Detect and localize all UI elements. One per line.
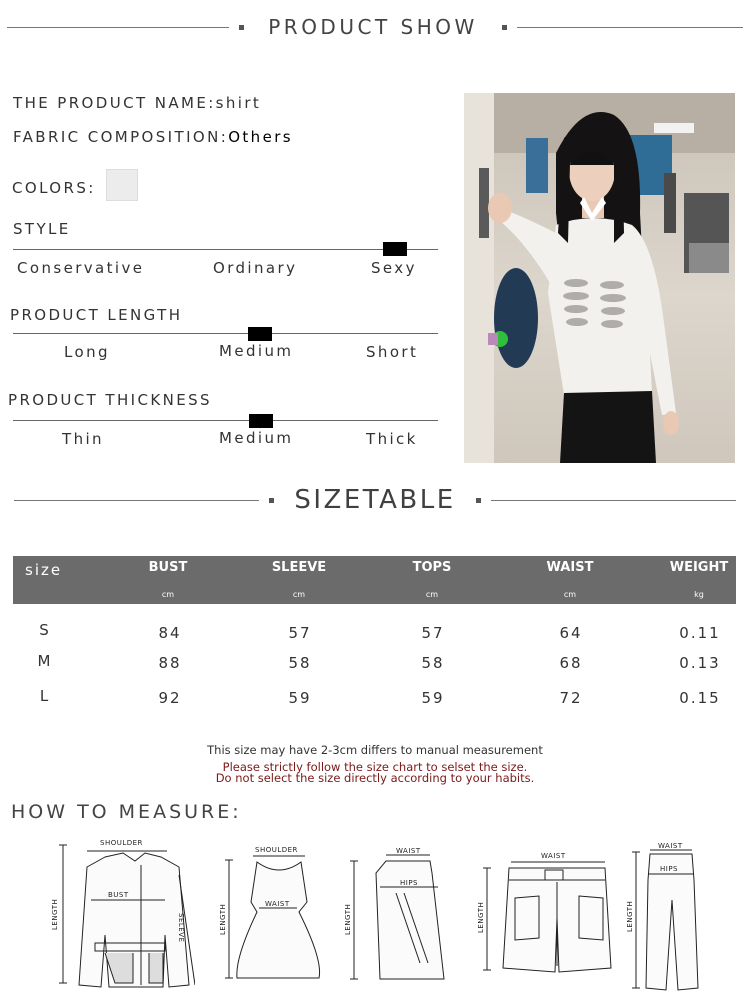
warning-note-2: Do not select the size directly according to your habits.	[215, 771, 535, 785]
length-label: PRODUCT LENGTH	[10, 306, 183, 324]
dress-length-label: LENGTH	[219, 903, 227, 935]
shorts-length-label: LENGTH	[477, 901, 485, 933]
product-name: THE PRODUCT NAME:shirt	[13, 94, 262, 112]
skirt-length-label: LENGTH	[344, 903, 352, 935]
thickness-option-medium: Medium	[219, 429, 294, 447]
measurement-note: This size may have 2-3cm differs to manual measurement	[207, 743, 543, 757]
thickness-option-thick: Thick	[366, 430, 418, 448]
jacket-bust-label: BUST	[108, 891, 129, 899]
cell-tops: 57	[421, 624, 445, 642]
cell-size: S	[39, 621, 51, 639]
pants-waist-label: WAIST	[658, 842, 683, 850]
fabric-composition	[13, 128, 293, 146]
cell-waist: 64	[559, 624, 583, 642]
pants-hips-label: HIPS	[660, 865, 678, 873]
col-header-tops: TOPS	[412, 560, 452, 575]
cell-size: M	[37, 652, 53, 670]
pants-measure-diagram	[620, 840, 710, 995]
col-unit-bust: cm	[161, 590, 175, 599]
header-dot-left	[239, 25, 244, 30]
cell-weight: 0.15	[679, 689, 721, 707]
warning-note-1: Please strictly follow the size chart to selset the size.	[222, 760, 528, 774]
col-unit-waist: cm	[563, 590, 577, 599]
length-option-medium: Medium	[219, 342, 294, 360]
dress-measure-diagram	[215, 840, 325, 985]
cell-weight: 0.13	[679, 654, 721, 672]
length-option-short: Short	[366, 343, 419, 361]
cell-size: L	[39, 687, 51, 705]
fabric-value: Others	[228, 128, 293, 146]
fabric-label: FABRIC COMPOSITION:	[13, 128, 229, 146]
col-unit-weight: kg	[694, 590, 704, 599]
cell-sleeve: 58	[288, 654, 312, 672]
shorts-measure-diagram	[475, 848, 615, 978]
color-swatch-white[interactable]	[106, 169, 138, 201]
skirt-hips-label: HIPS	[400, 879, 418, 887]
dress-waist-label: WAIST	[265, 900, 290, 908]
length-option-long: Long	[64, 343, 110, 361]
product-photo	[464, 93, 735, 463]
colors-label: COLORS:	[12, 179, 96, 197]
cell-sleeve: 59	[288, 689, 312, 707]
style-option-ordinary: Ordinary	[213, 259, 298, 277]
style-scale-marker	[383, 242, 407, 256]
sizetable-header	[0, 484, 750, 516]
product-show-header	[0, 16, 750, 38]
cell-bust: 84	[158, 624, 182, 642]
sizetable-rule-left	[14, 500, 259, 501]
style-scale-line	[13, 249, 438, 250]
cell-tops: 58	[421, 654, 445, 672]
jacket-shoulder-label: SHOULDER	[100, 839, 143, 847]
style-option-sexy: Sexy	[371, 259, 417, 277]
skirt-measure-diagram	[340, 843, 450, 988]
cell-tops: 59	[421, 689, 445, 707]
length-scale-marker	[248, 327, 272, 341]
cell-weight: 0.11	[679, 624, 721, 642]
col-header-weight: WEIGHT	[669, 560, 729, 575]
section-title: PRODUCT SHOW	[268, 15, 478, 39]
header-dot-right	[502, 25, 507, 30]
size-table-header	[13, 556, 736, 604]
col-header-sleeve: SLEEVE	[271, 560, 327, 575]
length-scale-line	[13, 333, 438, 334]
sizetable-title: SIZETABLE	[294, 485, 456, 515]
jacket-length-label: LENGTH	[51, 898, 59, 930]
sizetable-dot-right	[476, 498, 481, 503]
cell-waist: 72	[559, 689, 583, 707]
col-header-waist: WAIST	[546, 560, 594, 575]
sizetable-rule-right	[491, 500, 736, 501]
pants-length-label: LENGTH	[626, 900, 634, 932]
header-rule-left	[7, 27, 229, 28]
skirt-waist-label: WAIST	[396, 847, 421, 855]
product-photo-illustration	[464, 93, 735, 463]
sizetable-dot-left	[269, 498, 274, 503]
col-unit-sleeve: cm	[292, 590, 306, 599]
shorts-waist-label: WAIST	[541, 852, 566, 860]
how-to-measure-title: HOW TO MEASURE:	[11, 801, 242, 823]
cell-sleeve: 57	[288, 624, 312, 642]
col-header-size: size	[25, 561, 63, 579]
col-unit-tops: cm	[425, 590, 439, 599]
style-option-conservative: Conservative	[17, 259, 145, 277]
thickness-option-thin: Thin	[62, 430, 104, 448]
thickness-label: PRODUCT THICKNESS	[8, 391, 212, 409]
jacket-measure-diagram	[45, 835, 195, 993]
jacket-sleeve-label: SELEVE	[177, 913, 185, 943]
header-rule-right	[517, 27, 743, 28]
dress-shoulder-label: SHOULDER	[255, 846, 298, 854]
cell-bust: 92	[158, 689, 182, 707]
thickness-scale-line	[13, 420, 438, 421]
style-label: STYLE	[13, 220, 71, 238]
col-header-bust: BUST	[148, 560, 188, 575]
cell-waist: 68	[559, 654, 583, 672]
cell-bust: 88	[158, 654, 182, 672]
thickness-scale-marker	[249, 414, 273, 428]
